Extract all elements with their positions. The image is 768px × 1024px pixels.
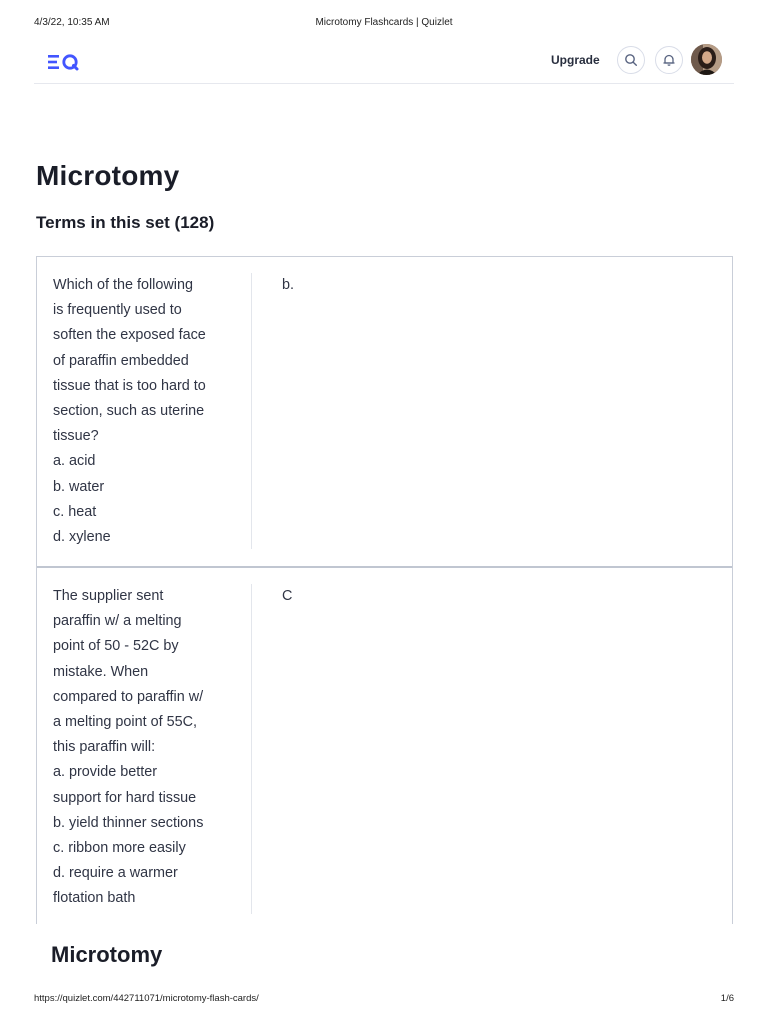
print-page-number: 1/6 [720, 993, 734, 1004]
card-definition: b. [282, 277, 295, 293]
print-datetime: 4/3/22, 10:35 AM [34, 17, 110, 28]
print-url: https://quizlet.com/442711071/microtomy-flash-cards/ [34, 993, 259, 1004]
term-card [37, 257, 732, 568]
card-term: The supplier sent paraffin w/ a melting point of 50 - 52C by mistake. When compared to paraffin w/ a melting point of 55C, this paraffin will: a. provide better support for hard tissue b. yield thinner sections c. ribbon more easily d. require a warmer flotation bath [53, 588, 204, 907]
card-divider [251, 273, 252, 549]
card-divider [251, 584, 252, 914]
user-avatar[interactable] [691, 44, 722, 75]
card-term: Which of the following is frequently used to soften the exposed face of paraffin embedded tissue that is too hard to section, such as uterine tissue? a. acid b. water c. heat d. xylene [53, 277, 206, 546]
search-button[interactable] [617, 46, 645, 74]
footer-set-title: Microtomy [51, 942, 163, 967]
top-navigation-bar [34, 40, 734, 84]
print-document-title: Microtomy Flashcards | Quizlet [315, 17, 453, 28]
notifications-button[interactable] [655, 46, 683, 74]
term-card [37, 568, 732, 924]
set-title: Microtomy [36, 160, 180, 191]
terms-count-heading: Terms in this set (128) [36, 213, 215, 232]
card-definition: C [282, 588, 293, 604]
terms-list [36, 256, 733, 924]
print-header [0, 17, 768, 31]
bell-icon [662, 53, 676, 67]
upgrade-button[interactable]: Upgrade [551, 53, 600, 67]
search-icon [624, 53, 638, 67]
quizlet-logo-icon[interactable] [46, 51, 86, 73]
print-footer [0, 993, 768, 1007]
